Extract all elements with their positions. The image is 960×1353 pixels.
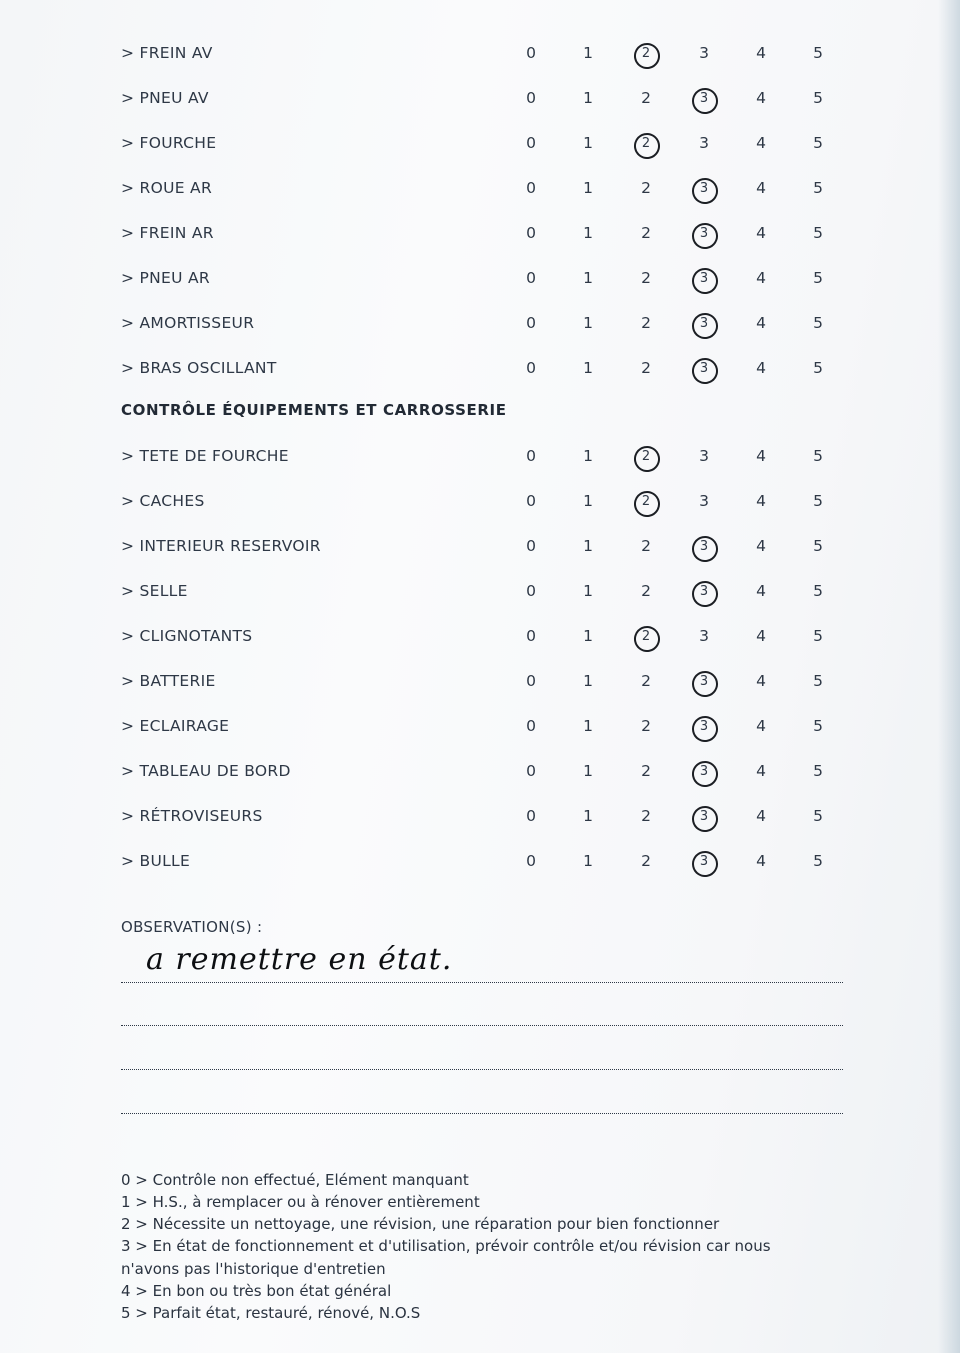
score-option: 0 <box>526 447 536 465</box>
observations-title: OBSERVATION(S) : <box>121 918 263 936</box>
score-option: 4 <box>756 492 766 510</box>
checklist-row <box>0 218 960 248</box>
checklist-item-label: > BATTERIE <box>121 672 216 690</box>
checklist-item-label: > AMORTISSEUR <box>121 314 255 332</box>
selected-score: 2 <box>634 136 658 151</box>
checklist-item-label: > TETE DE FOURCHE <box>121 447 289 465</box>
score-option: 0 <box>526 537 536 555</box>
score-option: 1 <box>583 179 593 197</box>
score-option: 5 <box>813 807 823 825</box>
selected-score: 3 <box>692 854 716 869</box>
score-option: 1 <box>583 314 593 332</box>
checklist-item-label: > TABLEAU DE BORD <box>121 762 291 780</box>
score-option: 1 <box>583 672 593 690</box>
checklist-item-label: > FREIN AV <box>121 44 213 62</box>
checklist-item-label: > CACHES <box>121 492 205 510</box>
score-option: 5 <box>813 359 823 377</box>
score-option: 5 <box>813 179 823 197</box>
checklist-row <box>0 173 960 203</box>
score-option: 1 <box>583 44 593 62</box>
checklist-item-label: > BRAS OSCILLANT <box>121 359 277 377</box>
score-option: 1 <box>583 89 593 107</box>
selected-score: 3 <box>692 271 716 286</box>
score-option: 5 <box>813 134 823 152</box>
score-option: 0 <box>526 314 536 332</box>
score-option: 5 <box>813 492 823 510</box>
score-option: 4 <box>756 134 766 152</box>
score-option: 0 <box>526 269 536 287</box>
selected-score: 2 <box>634 494 658 509</box>
score-option: 0 <box>526 852 536 870</box>
score-option: 0 <box>526 672 536 690</box>
observation-line <box>121 1069 843 1070</box>
score-option: 2 <box>641 582 651 600</box>
score-option: 1 <box>583 537 593 555</box>
selected-score: 3 <box>692 584 716 599</box>
score-option: 4 <box>756 627 766 645</box>
score-option: 5 <box>813 762 823 780</box>
score-option: 0 <box>526 492 536 510</box>
score-option: 3 <box>699 44 709 62</box>
legend-line: 5 > Parfait état, restauré, rénové, N.O.S <box>121 1304 421 1322</box>
score-option: 4 <box>756 224 766 242</box>
score-option: 2 <box>641 762 651 780</box>
score-option: 5 <box>813 717 823 735</box>
score-option: 1 <box>583 224 593 242</box>
score-option: 4 <box>756 314 766 332</box>
handwritten-observation: a remettre en état. <box>146 942 453 977</box>
checklist-row <box>0 666 960 696</box>
checklist-row <box>0 531 960 561</box>
checklist-row <box>0 441 960 471</box>
observation-line <box>121 1113 843 1114</box>
score-option: 1 <box>583 269 593 287</box>
score-option: 0 <box>526 627 536 645</box>
score-option: 4 <box>756 537 766 555</box>
checklist-row <box>0 353 960 383</box>
score-option: 4 <box>756 852 766 870</box>
checklist-item-label: > FREIN AR <box>121 224 214 242</box>
score-option: 5 <box>813 672 823 690</box>
selected-score: 3 <box>692 539 716 554</box>
checklist-row <box>0 756 960 786</box>
score-option: 2 <box>641 314 651 332</box>
score-option: 0 <box>526 717 536 735</box>
checklist-row <box>0 621 960 651</box>
selected-score: 3 <box>692 809 716 824</box>
checklist-row <box>0 486 960 516</box>
score-option: 0 <box>526 582 536 600</box>
score-option: 1 <box>583 359 593 377</box>
score-option: 2 <box>641 269 651 287</box>
checklist-item-label: > RÉTROVISEURS <box>121 807 263 825</box>
selected-score: 3 <box>692 674 716 689</box>
legend-line: 4 > En bon ou très bon état général <box>121 1282 392 1300</box>
checklist-row <box>0 83 960 113</box>
score-option: 5 <box>813 582 823 600</box>
legend-line: 2 > Nécessite un nettoyage, une révision, une réparation pour bien fonctionner <box>121 1215 720 1233</box>
selected-score: 3 <box>692 719 716 734</box>
score-option: 4 <box>756 762 766 780</box>
score-option: 4 <box>756 44 766 62</box>
score-option: 3 <box>699 627 709 645</box>
score-option: 5 <box>813 627 823 645</box>
selected-score: 3 <box>692 764 716 779</box>
score-option: 3 <box>699 492 709 510</box>
score-option: 1 <box>583 852 593 870</box>
score-option: 4 <box>756 717 766 735</box>
selected-score: 2 <box>634 629 658 644</box>
score-option: 2 <box>641 89 651 107</box>
checklist-item-label: > BULLE <box>121 852 191 870</box>
checklist-item-label: > FOURCHE <box>121 134 217 152</box>
score-option: 1 <box>583 492 593 510</box>
score-option: 2 <box>641 807 651 825</box>
checklist-row <box>0 128 960 158</box>
score-option: 4 <box>756 582 766 600</box>
score-option: 1 <box>583 447 593 465</box>
checklist-item-label: > SELLE <box>121 582 188 600</box>
checklist-item-label: > ROUE AR <box>121 179 213 197</box>
checklist-row <box>0 576 960 606</box>
checklist-row <box>0 846 960 876</box>
checklist-row <box>0 263 960 293</box>
score-option: 4 <box>756 672 766 690</box>
score-option: 1 <box>583 627 593 645</box>
score-option: 1 <box>583 582 593 600</box>
score-option: 0 <box>526 89 536 107</box>
section-title-equipment: CONTRÔLE ÉQUIPEMENTS ET CARROSSERIE <box>121 401 507 419</box>
score-option: 0 <box>526 179 536 197</box>
selected-score: 3 <box>692 226 716 241</box>
selected-score: 2 <box>634 46 658 61</box>
selected-score: 3 <box>692 91 716 106</box>
score-option: 0 <box>526 359 536 377</box>
checklist-item-label: > PNEU AR <box>121 269 210 287</box>
legend-line: 1 > H.S., à remplacer ou à rénover entièrement <box>121 1193 480 1211</box>
score-option: 2 <box>641 537 651 555</box>
selected-score: 3 <box>692 361 716 376</box>
score-option: 5 <box>813 44 823 62</box>
score-option: 5 <box>813 314 823 332</box>
legend-line: 0 > Contrôle non effectué, Elément manquant <box>121 1171 469 1189</box>
checklist-item-label: > PNEU AV <box>121 89 209 107</box>
score-option: 0 <box>526 762 536 780</box>
score-option: 1 <box>583 717 593 735</box>
checklist-item-label: > INTERIEUR RESERVOIR <box>121 537 321 555</box>
score-option: 5 <box>813 224 823 242</box>
checklist-row <box>0 38 960 68</box>
observation-line <box>121 982 843 983</box>
score-option: 2 <box>641 224 651 242</box>
score-option: 0 <box>526 224 536 242</box>
score-option: 0 <box>526 134 536 152</box>
selected-score: 2 <box>634 449 658 464</box>
observation-line <box>121 1025 843 1026</box>
selected-score: 3 <box>692 316 716 331</box>
score-option: 5 <box>813 447 823 465</box>
score-option: 5 <box>813 852 823 870</box>
score-option: 1 <box>583 762 593 780</box>
score-option: 2 <box>641 359 651 377</box>
score-option: 4 <box>756 269 766 287</box>
score-option: 4 <box>756 447 766 465</box>
score-option: 0 <box>526 807 536 825</box>
selected-score: 3 <box>692 181 716 196</box>
legend-line: 3 > En état de fonctionnement et d'utilisation, prévoir contrôle et/ou révision car nous <box>121 1237 771 1255</box>
legend-line: n'avons pas l'historique d'entretien <box>121 1260 386 1278</box>
score-option: 5 <box>813 269 823 287</box>
score-option: 2 <box>641 672 651 690</box>
checklist-row <box>0 801 960 831</box>
score-option: 1 <box>583 134 593 152</box>
checklist-item-label: > CLIGNOTANTS <box>121 627 253 645</box>
checklist-item-label: > ECLAIRAGE <box>121 717 230 735</box>
score-option: 5 <box>813 537 823 555</box>
score-option: 4 <box>756 89 766 107</box>
checklist-row <box>0 711 960 741</box>
score-option: 0 <box>526 44 536 62</box>
score-option: 5 <box>813 89 823 107</box>
checklist-row <box>0 308 960 338</box>
score-option: 2 <box>641 852 651 870</box>
score-option: 3 <box>699 134 709 152</box>
score-option: 1 <box>583 807 593 825</box>
score-option: 2 <box>641 179 651 197</box>
score-option: 4 <box>756 807 766 825</box>
score-option: 2 <box>641 717 651 735</box>
score-option: 4 <box>756 179 766 197</box>
score-option: 4 <box>756 359 766 377</box>
score-option: 3 <box>699 447 709 465</box>
